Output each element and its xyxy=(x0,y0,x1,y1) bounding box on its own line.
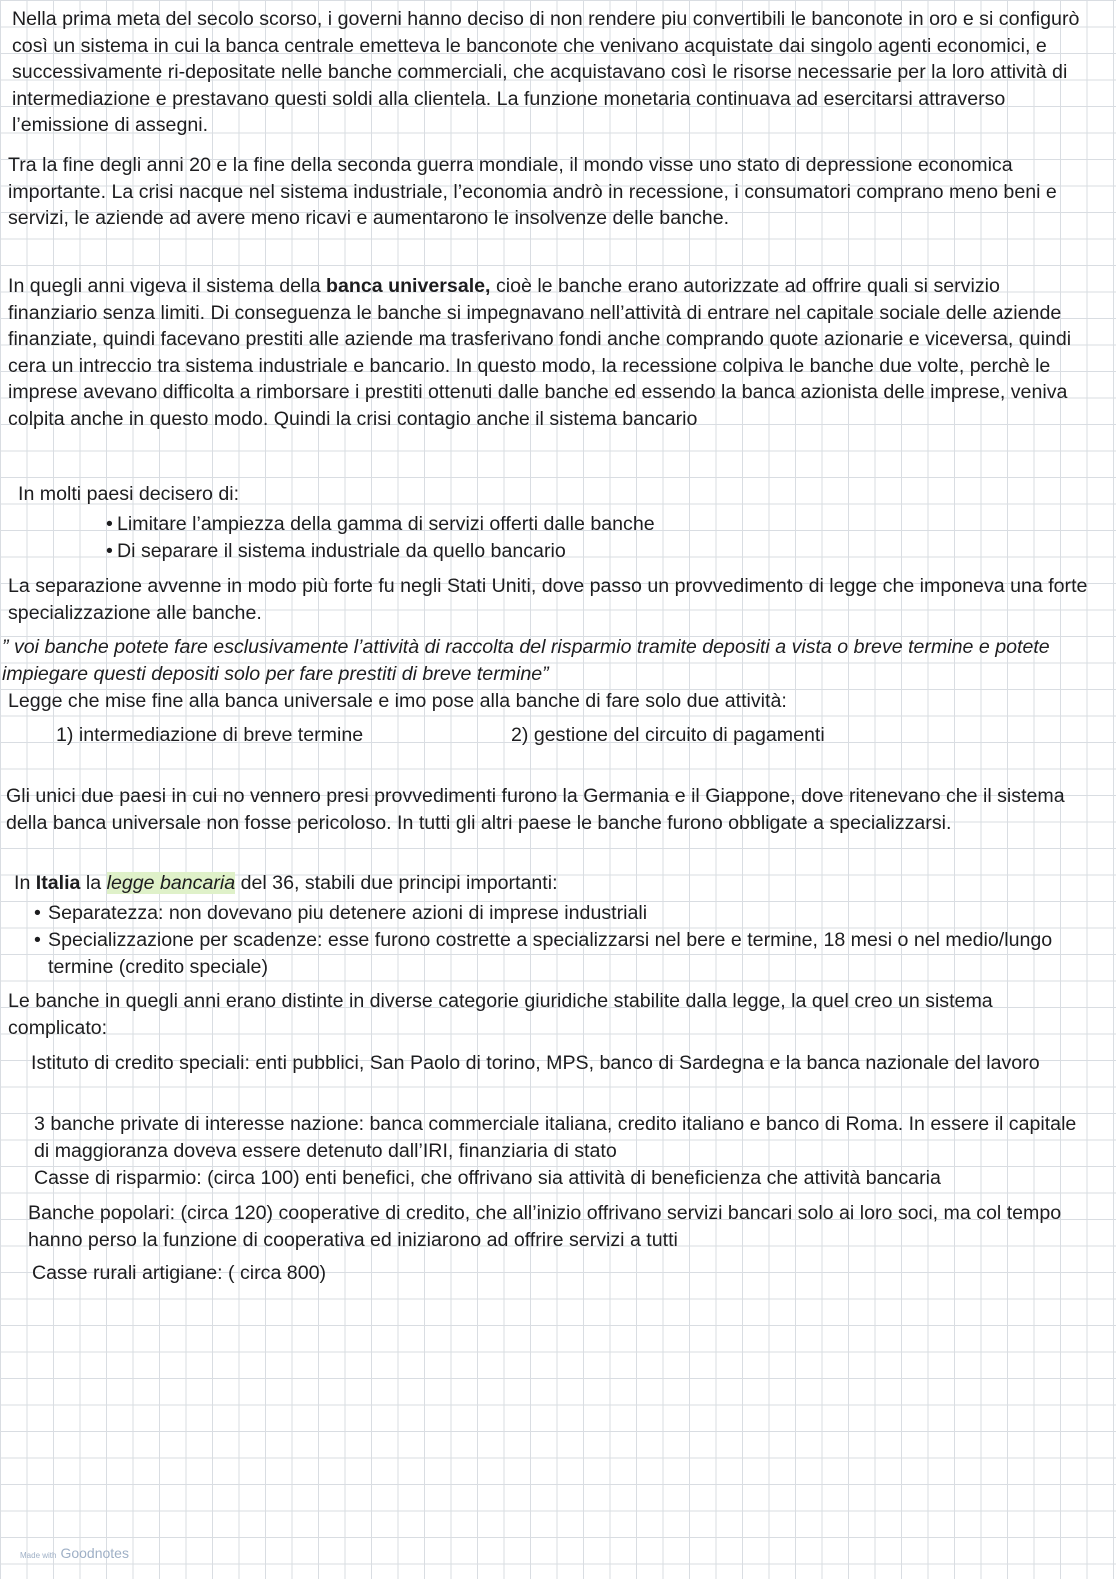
list-item-text: Limitare l’ampiezza della gamma di servizi offerti dalle banche xyxy=(117,513,655,535)
activity-item-1: 1) intermediazione di breve termine xyxy=(56,724,364,746)
paragraph-gold-convertibility: Nella prima meta del secolo scorso, i governi hanno deciso di non rendere piu convertibili le banconote in oro e si configurò così un sistema in cui la banca centrale emetteva le banconote che venivano acquistate dai singolo agenti economici, e successivamente ri-depositate nelle banche commerciali, che acquistavano così le risorse necessarie per la loro attività di intermediazione e prestavano questi soldi alla clientela. La funzione monetaria continuava ad esercitarsi attraverso l’emissione di assegni. xyxy=(12,8,1080,137)
list-item xyxy=(106,511,655,538)
bold-term-italia: Italia xyxy=(35,872,81,894)
paragraph-many-countries: In molti paesi decisero di: xyxy=(18,483,240,505)
text-run: la xyxy=(80,872,107,894)
quote-law-text: ” voi banche potete fare esclusivamente l’attività di raccolta del risparmio tramite depositi a vista o breve termine e potete impiegare questi depositi solo per fare prestiti di breve termine” xyxy=(2,636,1050,685)
text-run: In xyxy=(14,872,36,894)
paragraph-legal-categories: Le banche in quegli anni erano distinte in diverse categorie giuridiche stabilite dalla legge, la quel creo un sistema complicato: xyxy=(8,990,993,1039)
category-istituto-credito: Istituto di credito speciali: enti pubblici, San Paolo di torino, MPS, banco di Sardegna e la banca nazionale del lavoro xyxy=(31,1052,1040,1074)
bullet-icon: • xyxy=(106,513,113,535)
bullet-icon: • xyxy=(34,929,41,951)
category-casse-risparmio: Casse di risparmio: (circa 100) enti benefici, che offrivano sia attività di beneficienza che attività bancaria xyxy=(34,1167,941,1189)
paragraph-italy-banking-law xyxy=(14,870,1014,897)
list-item-text: Di separare il sistema industriale da quello bancario xyxy=(117,540,566,562)
paragraph-united-states: La separazione avvenne in modo più forte fu negli Stati Uniti, dove passo un provvedimento di legge che imponeva una forte specializzazione alle banche. xyxy=(8,575,1088,624)
category-banche-private: 3 banche private di interesse nazione: banca commerciale italiana, credito italiano e banco di Roma. In essere il capitale di maggioranza doveva essere detenuto dall’IRI, finanziaria di stato xyxy=(34,1113,1077,1162)
paragraph-great-depression: Tra la fine degli anni 20 e la fine della seconda guerra mondiale, il mondo visse uno stato di depressione economica importante. La crisi nacque nel sistema industriale, l’economia andrò in recessione, i consumatori comprano meno beni e servizi, le aziende ad avere meno ricavi e aumentarono le insolvenze delle banche. xyxy=(8,154,1057,230)
principle-item-specializzazione xyxy=(34,927,1094,980)
goodnotes-watermark xyxy=(20,1540,129,1570)
list-item-text: Separatezza: non dovevano piu detenere azioni di imprese industriali xyxy=(48,902,648,924)
text-run: cioè le banche erano autorizzate ad offrire quali si servizio finanziario senza limiti. Di conseguenza le banche si impegnavano nell’attività di entrare nel capitale sociale delle aziende finanziate, quindi facevano prestiti alle aziende ma trasferivano fondi anche comprando quote azionarie e viceversa, quindi cera un intreccio tra sistema industriale e bancario. In questo modo, la recessione colpiva le banche due volte, perchè le imprese avevano difficolta a rimborsare i prestiti ottenuti dalle banche ed essendo la banca azionista delle imprese, veniva colpita anche in questo modo. Quindi la crisi contagio anche il sistema bancario xyxy=(8,275,1072,430)
bold-term-universal-bank: banca universale, xyxy=(326,275,491,297)
paragraph-law-end-universal: Legge che mise fine alla banca universale e imo pose alla banche di fare solo due attività: xyxy=(8,690,787,712)
text-run: In quegli anni vigeva il sistema della xyxy=(8,275,327,297)
bullet-icon: • xyxy=(106,540,113,562)
watermark-made-with: Made with xyxy=(20,1551,57,1560)
list-item xyxy=(106,538,566,565)
paragraph-universal-bank xyxy=(8,273,1092,433)
bullet-icon: • xyxy=(34,902,41,924)
principle-item-separatezza xyxy=(34,900,1094,927)
watermark-brand: Goodnotes xyxy=(60,1545,129,1561)
text-run: del 36, stabili due principi importanti: xyxy=(235,872,558,894)
highlight-legge-bancaria: legge bancaria xyxy=(106,872,236,894)
category-banche-popolari: Banche popolari: (circa 120) cooperative di credito, che all’inizio offrivano servizi bancari solo ai loro soci, ma col tempo hanno perso la funzione di cooperativa ed iniziarono ad offrire servizi a tutti xyxy=(28,1202,1062,1251)
list-item-text: Specializzazione per scadenze: esse furono costrette a specializzarsi nel bere e termine, 18 mesi o nel medio/lungo termine (credito speciale) xyxy=(48,929,1053,978)
category-casse-rurali: Casse rurali artigiane: ( circa 800) xyxy=(32,1262,327,1284)
paragraph-germany-japan: Gli unici due paesi in cui no vennero presi provvedimenti furono la Germania e il Giappone, dove ritenevano che il sistema della banca universale non fosse pericoloso. In tutti gli altri paese le banche furono obbligate a specializzarsi. xyxy=(6,785,1065,834)
activity-item-2: 2) gestione del circuito di pagamenti xyxy=(511,724,825,746)
